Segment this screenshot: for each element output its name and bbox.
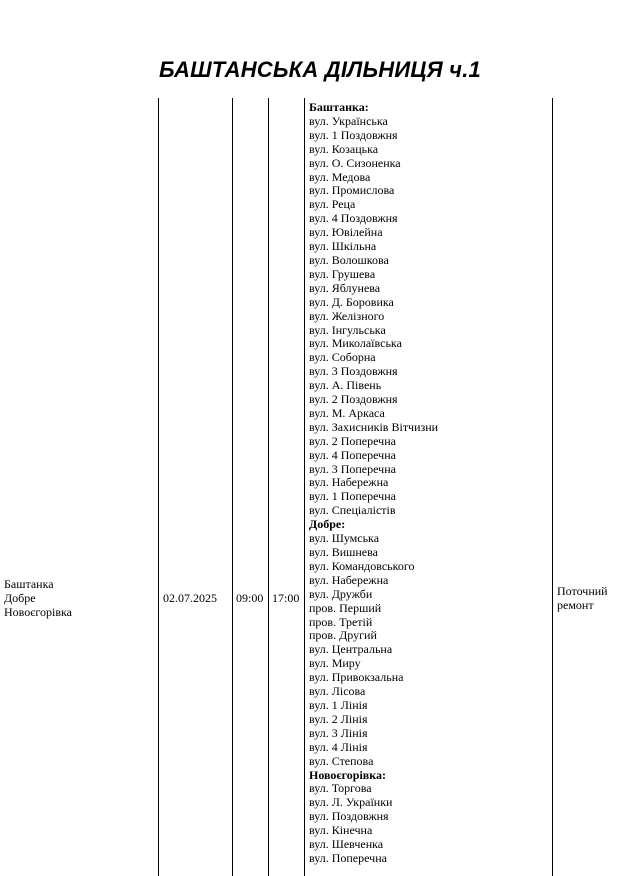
street-item: вул. Медова: [309, 169, 371, 184]
street-item: вул. Кінечна: [309, 823, 373, 838]
street-group-heading: Добре:: [309, 517, 346, 532]
street-item: пров. Другий: [309, 628, 377, 643]
street-group-heading: Новоєгорівка:: [309, 767, 386, 782]
street-item: вул. 2 Лінія: [309, 711, 368, 726]
street-item: пров. Третій: [309, 614, 373, 629]
street-item: вул. 1 Поздовжня: [309, 127, 398, 142]
street-item: вул. М. Аркаса: [309, 405, 385, 420]
page-title: БАШТАНСЬКА ДІЛЬНИЦЯ ч.1: [159, 57, 481, 82]
street-item: вул. Яблунева: [309, 280, 381, 295]
village-name: Добре: [4, 591, 36, 605]
street-item: вул. Захисників Вітчизни: [309, 419, 439, 434]
outage-table: [0, 98, 640, 876]
street-item: вул. Лісова: [309, 684, 366, 699]
street-item: вул. Ювілейна: [309, 225, 383, 240]
street-item: вул. Дружби: [309, 586, 373, 601]
village-name: Новоєгорівка: [4, 605, 72, 619]
street-item: вул. 3 Лінія: [309, 725, 368, 740]
street-item: вул. 1 Поперечна: [309, 489, 396, 504]
street-item: вул. Центральна: [309, 642, 393, 657]
streets-cell: [309, 101, 551, 866]
street-item: вул. Шкільна: [309, 239, 377, 254]
street-item: вул. Д. Боровика: [309, 294, 394, 309]
column-divider: [268, 98, 269, 876]
street-item: вул. Волошкова: [309, 252, 389, 267]
time-start-cell: 09:00: [236, 591, 264, 605]
street-item: вул. Реца: [309, 197, 356, 212]
street-item: вул. Набережна: [309, 475, 389, 490]
street-item: вул. Привокзальна: [309, 670, 404, 685]
street-item: вул. 4 Поперечна: [309, 447, 396, 462]
column-divider: [304, 98, 305, 876]
street-item: вул. Поперечна: [309, 850, 387, 865]
street-item: пров. Перший: [309, 600, 382, 615]
street-item: вул. Набережна: [309, 572, 389, 587]
street-item: вул. 2 Поздовжня: [309, 392, 398, 407]
street-item: вул. Миколаївська: [309, 336, 402, 351]
street-item: вул. А. Півень: [309, 378, 382, 393]
street-item: вул. Л. Українки: [309, 795, 393, 810]
street-item: вул. 4 Поздовжня: [309, 211, 398, 226]
street-item: вул. 3 Поперечна: [309, 461, 396, 476]
street-item: вул. О. Сизоненка: [309, 155, 401, 170]
street-item: вул. Спеціалістів: [309, 503, 396, 518]
street-item: вул. Соборна: [309, 350, 376, 365]
street-item: вул. Командовського: [309, 558, 415, 573]
work-type-line: Поточний: [557, 584, 608, 598]
street-group-heading: Баштанка:: [309, 100, 369, 114]
street-item: вул. Вишнева: [309, 545, 378, 559]
villages-cell: [4, 577, 154, 619]
street-item: вул. Інгульська: [309, 322, 386, 337]
street-item: вул. Козацька: [309, 141, 379, 156]
street-item: вул. 4 Лінія: [309, 739, 368, 754]
street-item: вул. Желізного: [309, 308, 385, 323]
time-end-cell: 17:00: [272, 591, 300, 605]
street-item: вул. 2 Поперечна: [309, 433, 396, 448]
street-item: вул. Миру: [309, 656, 361, 671]
date-cell: 02.07.2025: [163, 591, 217, 605]
street-item: вул. Грушева: [309, 266, 376, 281]
street-item: вул. Шумська: [309, 531, 380, 546]
column-divider: [552, 98, 553, 876]
work-type-cell: [557, 584, 637, 612]
street-item: вул. Поздовжня: [309, 809, 389, 824]
street-item: вул. Шевченка: [309, 837, 384, 852]
village-name: Баштанка: [4, 577, 54, 591]
column-divider: [232, 98, 233, 876]
street-item: вул. Степова: [309, 753, 374, 768]
street-item: вул. 3 Поздовжня: [309, 364, 398, 379]
column-divider: [158, 98, 159, 876]
street-item: вул. 1 Лінія: [309, 697, 368, 712]
work-type-line: ремонт: [557, 598, 594, 612]
street-item: вул. Промислова: [309, 183, 395, 198]
street-item: вул. Українська: [309, 113, 388, 128]
street-item: вул. Торгова: [309, 781, 372, 796]
